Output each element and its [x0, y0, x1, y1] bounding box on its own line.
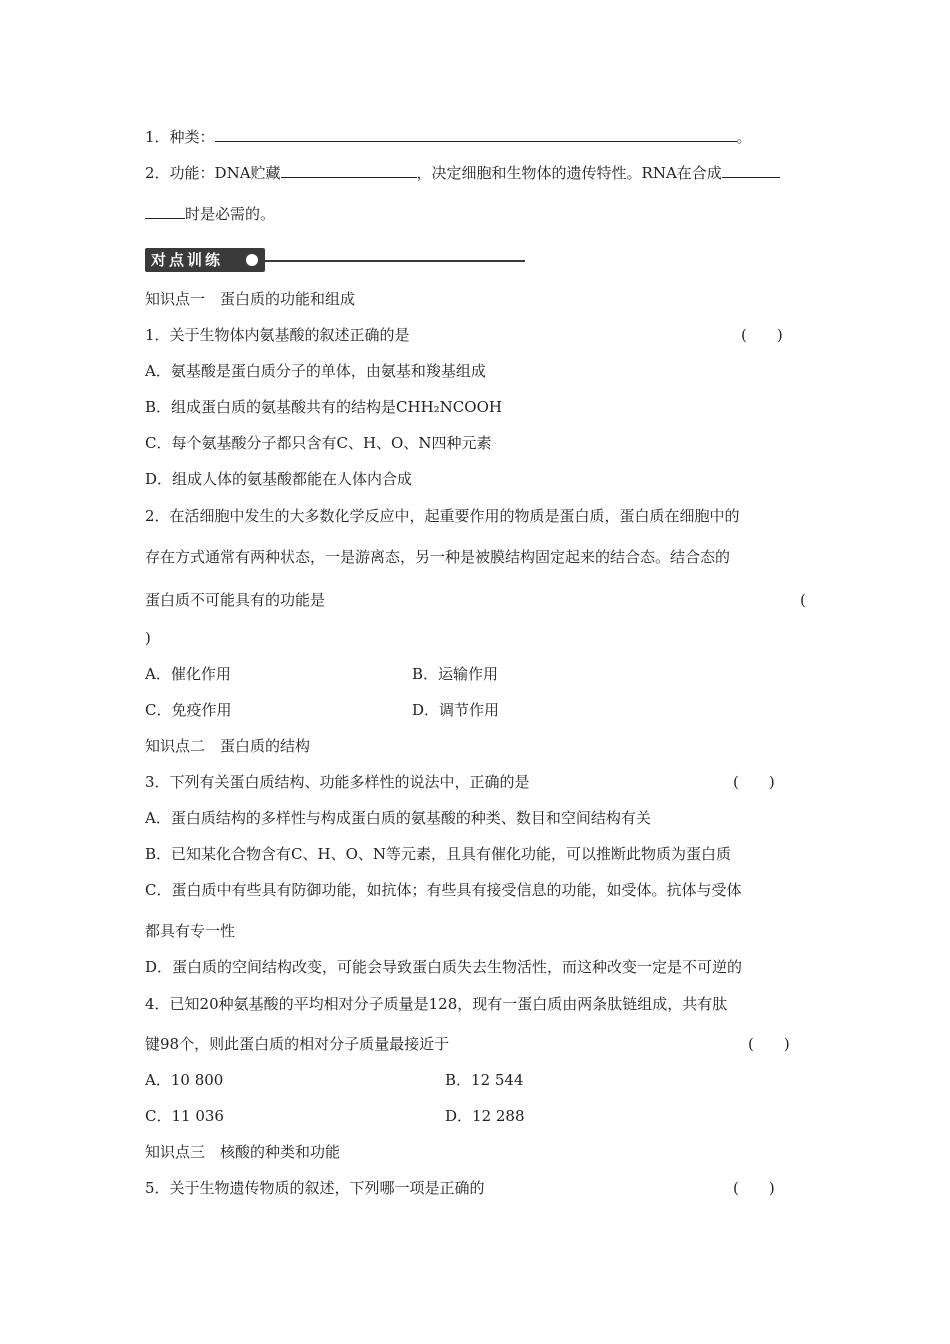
blank-line — [281, 163, 417, 178]
q1-stem: 1．关于生物体内氨基酸的叙述正确的是 — [145, 326, 410, 344]
blank-line — [145, 204, 185, 219]
intro-line3-suffix: 时是必需的。 — [185, 205, 276, 223]
q5-stem: 5．关于生物遗传物质的叙述，下列哪一项是正确的 — [145, 1179, 485, 1197]
intro-line-1 — [145, 127, 752, 147]
q2-option-a: A．催化作用 — [145, 665, 231, 683]
blank-line — [722, 163, 780, 178]
q1-answer-paren: ( ) — [741, 326, 783, 344]
q3-stem: 3．下列有关蛋白质结构、功能多样性的说法中，正确的是 — [145, 773, 530, 791]
intro-line-3 — [145, 204, 275, 224]
q3-option-c-line-1: C．蛋白质中有些具有防御功能，如抗体；有些具有接受信息的功能，如受体。抗体与受体 — [145, 881, 742, 899]
q2-line-3: 蛋白质不可能具有的功能是 — [145, 591, 326, 609]
q5-answer-paren: ( ) — [733, 1179, 775, 1197]
q4-option-b: B．12 544 — [445, 1071, 524, 1089]
q2-paren-close: ) — [145, 629, 151, 647]
section-title: 对点训练 — [151, 251, 224, 269]
section-banner — [145, 248, 525, 274]
q2-line-2: 存在方式通常有两种状态，一是游离态，另一种是被膜结构固定起来的结合态。结合态的 — [145, 548, 731, 566]
q4-option-c: C．11 036 — [145, 1107, 224, 1125]
q3-option-d: D．蛋白质的空间结构改变，可能会导致蛋白质失去生物活性，而这种改变一定是不可逆的 — [145, 958, 743, 976]
q4-line-2: 键98个，则此蛋白质的相对分子质量最接近于 — [145, 1035, 450, 1053]
knowledge-point-1: 知识点一 蛋白质的功能和组成 — [145, 290, 356, 308]
banner-dot-icon — [246, 254, 258, 266]
q2-line-1: 2．在活细胞中发生的大多数化学反应中，起重要作用的物质是蛋白质，蛋白质在细胞中的 — [145, 507, 740, 525]
intro-line1-prefix: 1．种类： — [145, 128, 215, 146]
q2-paren-open: ( — [800, 591, 806, 609]
q3-option-c-line-2: 都具有专一性 — [145, 922, 236, 940]
q2-option-c: C．免疫作用 — [145, 701, 232, 719]
banner-rule — [265, 260, 525, 262]
q2-option-b: B．运输作用 — [412, 665, 499, 683]
q3-answer-paren: ( ) — [733, 773, 775, 791]
q4-line-1: 4．已知20种氨基酸的平均相对分子质量是128，现有一蛋白质由两条肽链组成，共有肽 — [145, 995, 728, 1013]
q3-option-a: A．蛋白质结构的多样性与构成蛋白质的氨基酸的种类、数目和空间结构有关 — [145, 809, 651, 827]
knowledge-point-2: 知识点二 蛋白质的结构 — [145, 737, 311, 755]
q4-option-d: D．12 288 — [445, 1107, 525, 1125]
q2-option-d: D．调节作用 — [412, 701, 500, 719]
intro-line2-a: 2．功能：DNA贮藏 — [145, 164, 281, 182]
q1-option-b: B．组成蛋白质的氨基酸共有的结构是CHH₂NCOOH — [145, 398, 502, 416]
intro-line1-suffix: 。 — [736, 128, 752, 146]
q4-option-a: A．10 800 — [145, 1071, 224, 1089]
blank-line — [215, 127, 737, 142]
q1-option-c: C．每个氨基酸分子都只含有C、H、O、N四种元素 — [145, 434, 492, 452]
intro-line2-b: ，决定细胞和生物体的遗传特性。RNA在合成 — [416, 164, 722, 182]
intro-line-2 — [145, 163, 780, 183]
q3-option-b: B．已知某化合物含有C、H、O、N等元素，且具有催化功能，可以推断此物质为蛋白质 — [145, 845, 732, 863]
q1-option-a: A．氨基酸是蛋白质分子的单体，由氨基和羧基组成 — [145, 362, 486, 380]
knowledge-point-3: 知识点三 核酸的种类和功能 — [145, 1143, 341, 1161]
q1-option-d: D．组成人体的氨基酸都能在人体内合成 — [145, 470, 413, 488]
q4-answer-paren: ( ) — [748, 1035, 790, 1053]
